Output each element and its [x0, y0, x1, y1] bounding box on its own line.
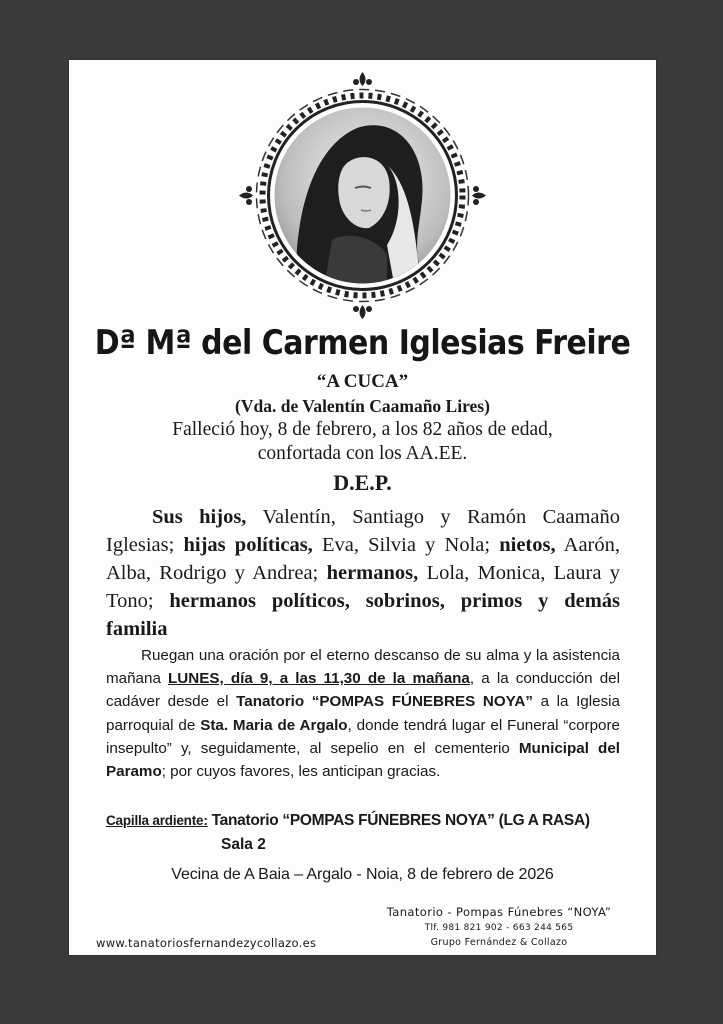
ornamental-frame-icon — [237, 70, 488, 321]
hijas-label: hijas políticas, — [183, 534, 313, 556]
hijos-label: Sus hijos, — [152, 506, 247, 528]
tanatorio-name: Tanatorio “POMPAS FÚNEBRES NOYA” — [236, 693, 533, 711]
deceased-name: Dª Mª del Carmen Iglesias Freire — [94, 323, 631, 364]
funeral-home-phones: Tlf. 981 821 902 - 663 244 565 — [424, 923, 574, 933]
prayer-text-4: , donde tendrá lugar el Funeral “corpore insepulto” y, seguidamente, al sepelio en el cementerio — [106, 716, 620, 757]
portrait-frame — [237, 70, 488, 321]
death-announcement — [69, 418, 656, 466]
funeral-home-block — [369, 905, 629, 948]
dep-heading: D.E.P. — [333, 470, 392, 495]
funeral-home-group: Grupo Fernández & Collazo — [430, 937, 568, 948]
death-line-2: confortada con los AA.EE. — [257, 443, 468, 464]
hijas-names: Eva, Silvia y Nola; — [312, 534, 500, 556]
hijos-names: Valentín, Santiago y Ramón Caamaño Iglesias; — [106, 506, 620, 556]
funeral-home-name: Tanatorio - Pompas Fúnebres “NOYA” — [386, 905, 612, 919]
prayer-text-3: a la Iglesia parroquial de — [106, 693, 620, 734]
hermanos-label: hermanos, — [326, 562, 419, 584]
chapel-value: Tanatorio “POMPAS FÚNEBRES NOYA” (LG A RASA) — [207, 812, 590, 829]
death-line-1: Falleció hoy, 8 de febrero, a los 82 años de edad, — [172, 419, 553, 440]
chapel-room: Sala 2 — [221, 836, 266, 853]
family-closing: hermanos políticos, sobrinos, primos y demás familia — [106, 590, 620, 640]
hermanos-names: Lola, Monica, Laura y Tono; — [106, 562, 620, 612]
family-paragraph — [106, 503, 620, 643]
prayer-text-5: ; por cuyos favores, les anticipan gracias. — [161, 763, 441, 781]
prayer-text-1: Ruegan una oración por el eterno descanso de su alma y la asistencia mañana — [106, 647, 620, 688]
church-name: Sta. Maria de Argalo — [200, 716, 348, 734]
widow-of: (Vda. de Valentín Caamaño Lires) — [235, 396, 490, 416]
website-link[interactable]: www.tanatoriosfernandezycollazo.es — [96, 936, 317, 950]
nickname: “A CUCA” — [316, 371, 409, 392]
obituary-sheet — [69, 60, 656, 955]
chapel-label: Capilla ardiente: — [106, 813, 208, 828]
nietos-names: Aarón, Alba, Rodrigo y Andrea; — [106, 534, 620, 584]
chapel-info — [106, 812, 626, 830]
cemetery-name: Municipal del Paramo — [106, 739, 621, 781]
place-and-date: Vecina de A Baia – Argalo - Noia, 8 de febrero de 2026 — [171, 866, 554, 883]
nietos-label: nietos, — [499, 534, 556, 556]
prayer-text-2: , a la conducción del cadáver desde el — [106, 670, 621, 711]
prayer-paragraph — [106, 644, 620, 783]
service-date-time: LUNES, día 9, a las 11,30 de la mañana — [168, 670, 470, 688]
